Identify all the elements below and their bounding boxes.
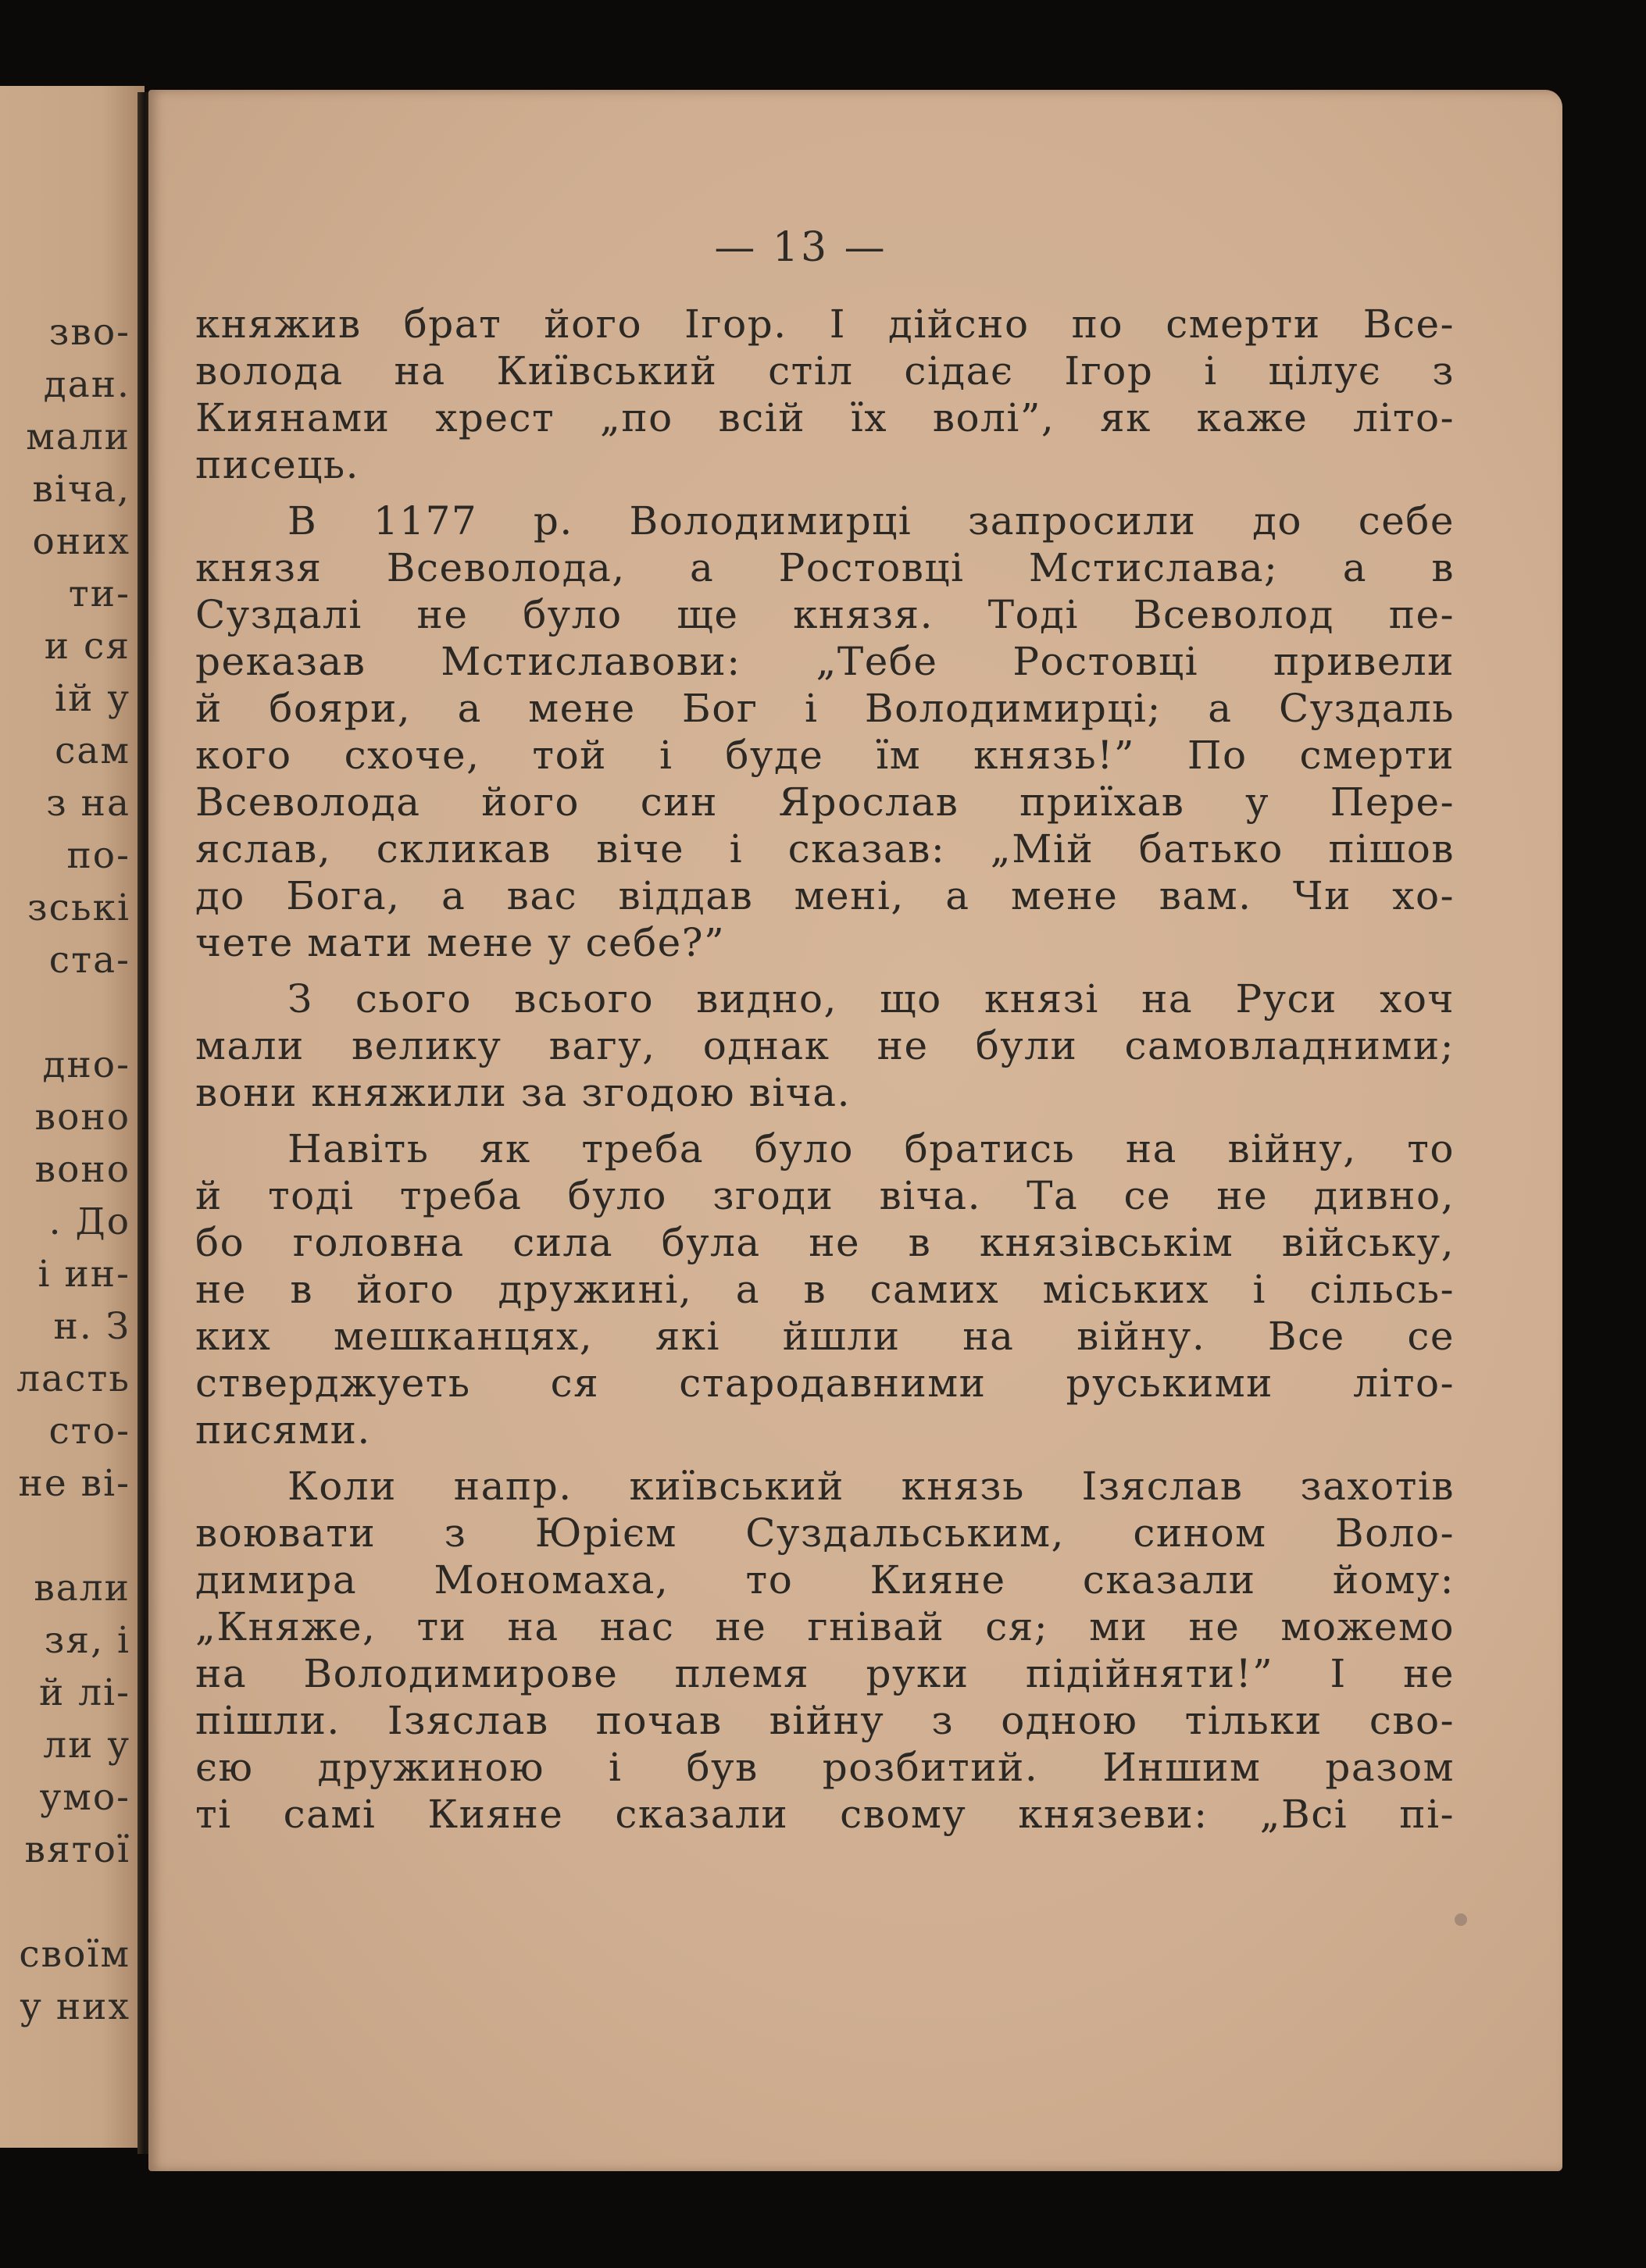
previous-page-line: дно-: [42, 1043, 130, 1086]
previous-page-line: ти-: [68, 572, 130, 615]
text-line: воювати з Юрієм Суздальським, сином Воло-: [195, 1510, 1455, 1556]
text-line: й тоді треба було згоди віча. Та се не дивно,: [195, 1173, 1455, 1218]
paper-spot: [1455, 1913, 1467, 1926]
text-line: димира Мономаха, то Кияне сказали йому:: [195, 1557, 1455, 1603]
text-line: ті самі Кияне сказали свому князеви: „Всі пі-: [195, 1792, 1455, 1837]
previous-page-line: у них: [20, 1985, 130, 2028]
previous-page-line: дан.: [43, 363, 130, 406]
text-line: Суздалі не було ще князя. Тоді Всеволод пе-: [195, 592, 1455, 637]
text-line: волода на Київський стіл сідає Ігор і цілує з: [195, 348, 1455, 394]
previous-page-line: по-: [66, 834, 130, 877]
current-page: [148, 90, 1562, 2171]
previous-page-line: ста-: [48, 939, 130, 982]
previous-page-line: з на: [46, 782, 130, 825]
previous-page-line: сто-: [48, 1410, 130, 1453]
previous-page-line: [16, 1510, 130, 1562]
previous-page-line: віча,: [32, 468, 130, 511]
text-line: не в його дружині, а в самих міських і сільсь-: [195, 1267, 1455, 1312]
previous-page-text: [16, 306, 130, 2033]
page-body-text: [195, 301, 1455, 1838]
text-line: стверджуеть ся стародавними руськими літо-: [195, 1360, 1455, 1406]
text-line: на Володимирове племя руки підійняти!” І не: [195, 1651, 1455, 1696]
previous-page-line: сам: [55, 729, 130, 772]
previous-page-line: н. З: [53, 1305, 130, 1348]
previous-page-line: умо-: [39, 1776, 130, 1819]
previous-page-line: ій у: [55, 677, 130, 720]
previous-page-line: оних: [32, 520, 130, 563]
page-number: — 13 —: [714, 224, 887, 271]
text-line: вони княжили за згодою віча.: [195, 1070, 851, 1115]
previous-page-line: воно: [34, 1148, 130, 1191]
text-line: З сього всього видно, що князі на Руси хоч: [287, 976, 1455, 1022]
previous-page-line: [16, 986, 130, 1039]
text-line: пішли. Ізяслав почав війну з одною тільки сво-: [195, 1698, 1455, 1743]
text-line: „Княже, ти на нас не гнівай ся; ми не можемо: [195, 1604, 1455, 1649]
paragraph: [195, 301, 1455, 488]
previous-page-line: й лі-: [38, 1671, 130, 1714]
previous-page: [0, 86, 145, 2148]
previous-page-line: не ві-: [18, 1462, 130, 1505]
previous-page-line: воно: [34, 1096, 130, 1139]
text-line: Навіть як треба було братись на війну, то: [287, 1126, 1455, 1171]
previous-page-line: зя, і: [44, 1619, 130, 1662]
text-line: єю дружиною і був розбитий. Иншим разом: [195, 1745, 1455, 1790]
text-line: Всеволода його син Ярослав приїхав у Пере-: [195, 779, 1455, 825]
previous-page-line: вятої: [24, 1828, 130, 1871]
paragraph: [195, 1463, 1455, 1838]
previous-page-line: і ин-: [37, 1253, 130, 1296]
text-line: мали велику вагу, однак не були самовладними;: [195, 1023, 1455, 1068]
text-line: бо головна сила була не в князівськім війську,: [195, 1220, 1455, 1265]
previous-page-line: мали: [26, 415, 130, 458]
previous-page-line: вали: [34, 1567, 130, 1610]
text-line: реказав Мстиславови: „Тебе Ростовці привели: [195, 639, 1455, 684]
paragraph: [195, 975, 1455, 1116]
paragraph: [195, 1125, 1455, 1453]
text-line: до Бога, а вас віддав мені, а мене вам. Чи хо-: [195, 873, 1455, 918]
text-line: писями.: [195, 1407, 371, 1453]
text-line: писець.: [195, 442, 360, 487]
paragraph: [195, 497, 1455, 966]
previous-page-line: своїм: [19, 1933, 130, 1976]
previous-page-line: зво-: [48, 311, 130, 354]
text-line: ких мешканцях, які йшли на війну. Все се: [195, 1314, 1455, 1359]
text-line: В 1177 р. Володимирці запросили до себе: [287, 498, 1455, 544]
text-line: яслав, скликав віче і сказав: „Мій батько пішов: [195, 826, 1455, 872]
text-line: чете мати мене у себе?”: [195, 920, 726, 965]
previous-page-line: ли у: [43, 1724, 130, 1767]
text-line: Киянами хрест „по всій їх волі”, як каже літо-: [195, 395, 1455, 440]
text-line: Коли напр. київський князь Ізяслав захотів: [287, 1464, 1455, 1509]
text-line: князя Всеволода, а Ростовці Мстислава; а в: [195, 545, 1455, 590]
previous-page-line: [16, 1876, 130, 1928]
text-line: й бояри, а мене Бог і Володимирці; а Суздаль: [195, 686, 1455, 731]
previous-page-line: ласть: [16, 1357, 130, 1400]
previous-page-line: зські: [27, 886, 130, 929]
previous-page-line: и ся: [44, 625, 130, 668]
text-line: княжив брат його Ігор. І дійсно по смерти Все-: [195, 301, 1455, 347]
previous-page-line: . До: [48, 1200, 130, 1243]
text-line: кого схоче, той і буде їм князь!” По смерти: [195, 733, 1455, 778]
